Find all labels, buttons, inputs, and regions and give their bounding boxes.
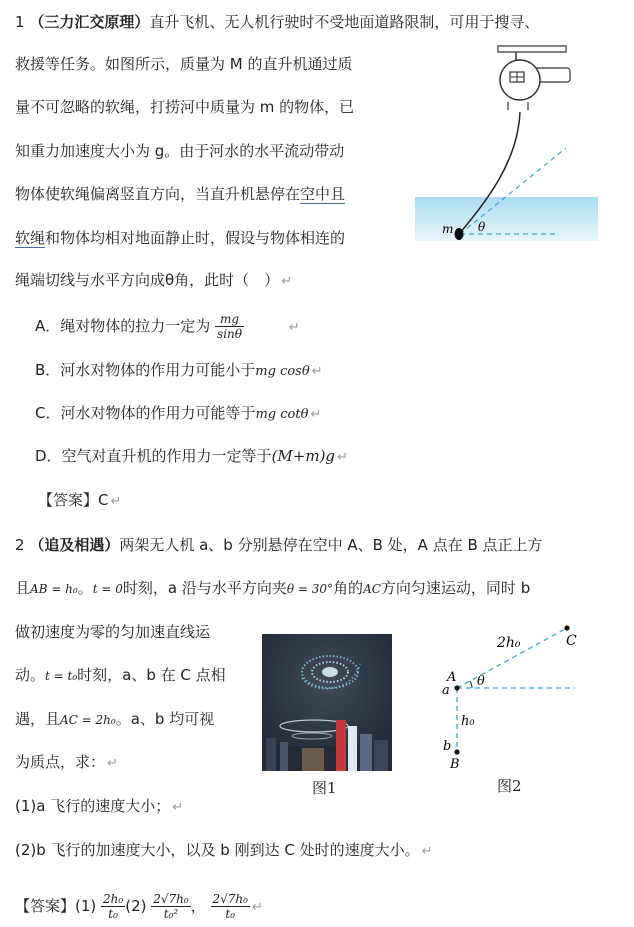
q2-text-1: 两架无人机 a、b 分别悬停在空中 A、B 处，A 点在 B 点正上方 bbox=[119, 536, 543, 554]
q2-text-2b: 。 bbox=[77, 579, 93, 597]
q2-math-tt0: t = t₀ bbox=[45, 669, 78, 683]
q2-text-4b: 时刻，a、b 在 C 点相 bbox=[77, 666, 226, 684]
theta-arc bbox=[470, 681, 472, 688]
q1-text-7: 绳端切线与水平方向成θ角，此时（ ） bbox=[15, 271, 280, 289]
q1-option-c bbox=[35, 403, 321, 425]
q2-math-theta: θ = 30° bbox=[286, 582, 334, 596]
q2-line-3: 做初速度为零的匀加速直线运 bbox=[15, 623, 211, 641]
label-m: m bbox=[442, 222, 454, 236]
ans2-den: t₀² bbox=[163, 907, 179, 921]
q2-text-4a: 动。 bbox=[15, 666, 46, 684]
return-mark: ↵ bbox=[311, 364, 323, 379]
q2-sub-2-text: (2)b 飞行的加速度大小，以及 b 刚到达 C 处时的速度大小。 bbox=[15, 841, 420, 859]
return-mark: ↵ bbox=[288, 320, 300, 335]
q2-answer-prefix: 【答案】(1) bbox=[15, 897, 97, 915]
geometry-figure bbox=[430, 615, 590, 775]
label-2h0: 2h₀ bbox=[497, 635, 521, 651]
option-b-math: mg cosθ bbox=[255, 364, 310, 379]
label-theta: θ bbox=[478, 220, 486, 234]
option-b-text: B．河水对物体的作用力可能小于 bbox=[35, 361, 256, 379]
option-c-text: C．河水对物体的作用力可能等于 bbox=[35, 404, 256, 422]
q1-line-6 bbox=[15, 228, 345, 248]
answer-1-fraction bbox=[101, 892, 125, 921]
ans3-num: 2√7h₀ bbox=[212, 892, 248, 906]
q1-line-5 bbox=[15, 184, 345, 204]
q2-math-ab: AB = h₀ bbox=[30, 582, 78, 596]
q2-number: 2 bbox=[15, 536, 25, 554]
q2-tag: （追及相遇） bbox=[29, 536, 120, 554]
q2-math-t0: t = 0 bbox=[92, 582, 123, 596]
q1-line-2: 救援等任务。如图所示，质量为 M 的直升机通过质 bbox=[15, 55, 353, 73]
q2-text-6: 为质点，求： bbox=[15, 753, 106, 771]
q1-tag: （三力汇交原理） bbox=[29, 13, 150, 31]
q2-text-5b: 。a、b 均可视 bbox=[115, 710, 215, 728]
answer-3-fraction bbox=[211, 892, 250, 921]
label-B: B bbox=[450, 757, 460, 772]
q1-option-a bbox=[35, 312, 300, 341]
q1-underline-1: 空中且 bbox=[300, 185, 346, 203]
point-c bbox=[564, 625, 569, 630]
ans1-den: t₀ bbox=[108, 907, 118, 921]
q2-answer-sep: ， bbox=[190, 897, 206, 915]
q2-answer-mid: (2) bbox=[125, 897, 147, 915]
q1-option-b bbox=[35, 360, 323, 382]
return-mark: ↵ bbox=[421, 844, 433, 859]
q1-answer bbox=[38, 490, 121, 512]
return-mark: ↵ bbox=[337, 450, 348, 465]
return-mark: ↵ bbox=[172, 800, 184, 815]
q1-text-5a: 物体使软绳偏离竖直方向，当直升机悬停在 bbox=[15, 185, 301, 203]
q1-line-4: 知重力加速度大小为 g。由于河水的水平流动带动 bbox=[15, 142, 345, 160]
return-mark: ↵ bbox=[251, 900, 263, 915]
q1-line-3: 量不可忽略的软绳，打捞河中质量为 m 的物体，已 bbox=[15, 98, 355, 116]
label-c: C bbox=[566, 633, 577, 649]
q2-text-2c: 时刻，a 沿与水平方向夹 bbox=[122, 579, 287, 597]
figure-2-caption: 图2 bbox=[497, 777, 522, 795]
q1-option-d bbox=[35, 446, 348, 468]
q2-line-2 bbox=[15, 578, 530, 599]
q2-text-5a: 遇，且 bbox=[15, 710, 61, 728]
label-b: b bbox=[443, 739, 452, 754]
q1-answer-text: 【答案】C bbox=[38, 491, 109, 509]
q1-text-6b: 和物体均相对地面静止时，假设与物体相连的 bbox=[45, 229, 346, 247]
q2-sub-1-text: (1)a 飞行的速度大小； bbox=[15, 797, 171, 815]
q2-line-5 bbox=[15, 709, 214, 730]
return-mark: ↵ bbox=[310, 407, 322, 422]
q2-answer bbox=[15, 892, 263, 921]
q2-text-2e: 方向匀速运动，同时 b bbox=[380, 579, 531, 597]
option-a-num: mg bbox=[215, 312, 244, 327]
ans3-den: t₀ bbox=[225, 907, 236, 921]
point-a bbox=[454, 685, 459, 690]
q2-text-2d: 角的 bbox=[333, 579, 364, 597]
option-a-text: A．绳对物体的拉力一定为 bbox=[35, 317, 211, 335]
option-d-text: D．空气对直升机的作用力一定等于 bbox=[35, 447, 272, 465]
label-A: A bbox=[447, 670, 457, 685]
label-theta-2: θ bbox=[477, 674, 485, 689]
rotor-blade bbox=[498, 46, 566, 52]
q2-line-4 bbox=[15, 665, 226, 686]
q2-line-6 bbox=[15, 752, 118, 774]
q1-text-1: 直升飞机、无人机行驶时不受地面道路限制，可用于搜寻、 bbox=[149, 13, 540, 31]
ans2-num: 2√7h₀ bbox=[153, 892, 189, 906]
q2-math-ac: AC bbox=[363, 582, 381, 596]
q2-sub-1 bbox=[15, 796, 183, 818]
option-a-fraction bbox=[215, 312, 244, 341]
q2-sub-2 bbox=[15, 840, 433, 862]
option-c-math: mg cotθ bbox=[255, 407, 309, 422]
ans1-num: 2h₀ bbox=[103, 892, 124, 906]
helicopter-figure bbox=[408, 40, 600, 245]
object-m bbox=[455, 228, 464, 240]
return-mark: ↵ bbox=[107, 756, 118, 771]
figure-1-caption: 图1 bbox=[312, 779, 337, 797]
return-mark: ↵ bbox=[110, 494, 122, 509]
option-a-den: sinθ bbox=[217, 327, 242, 341]
q1-underline-2: 软绳 bbox=[15, 229, 46, 247]
label-a: a bbox=[442, 683, 450, 698]
q2-line-1 bbox=[15, 535, 543, 555]
q1-number: 1 bbox=[15, 13, 25, 31]
q1-line-7 bbox=[15, 270, 292, 292]
q1-line-1 bbox=[15, 12, 539, 32]
q2-text-2a: 且 bbox=[15, 579, 31, 597]
option-d-math: (M+m)g bbox=[271, 447, 336, 465]
drone-show-photo bbox=[262, 634, 392, 771]
point-b bbox=[454, 749, 459, 754]
q2-math-ac2h0: AC = 2h₀ bbox=[60, 713, 116, 727]
return-mark: ↵ bbox=[281, 274, 293, 289]
answer-2-fraction bbox=[151, 892, 190, 921]
label-h0: h₀ bbox=[461, 714, 475, 729]
